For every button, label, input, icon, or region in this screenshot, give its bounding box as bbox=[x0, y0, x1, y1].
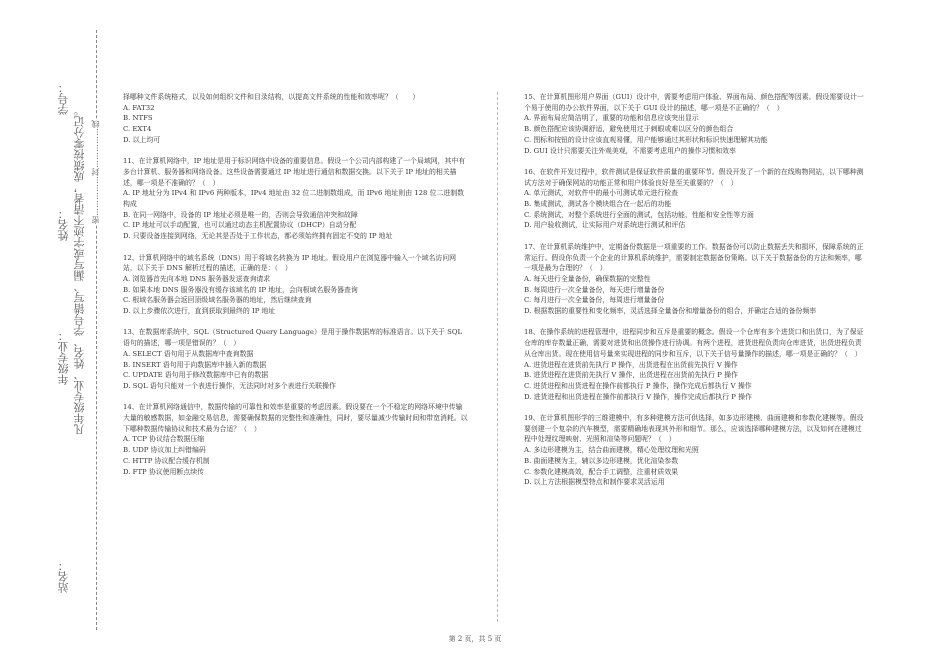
option-c: C. EXT4 bbox=[123, 125, 152, 134]
student-id-label: 学号： bbox=[57, 82, 70, 115]
option-c: C. 图标和按钮的设计应该直观易懂，用户能够通过其形状和标识快速理解其功能 bbox=[524, 135, 768, 144]
right-column bbox=[524, 92, 864, 499]
question-16 bbox=[524, 167, 864, 231]
option-d: D. 以上方法根据模型特点和制作要求灵活运用 bbox=[524, 478, 665, 487]
question-11 bbox=[123, 156, 468, 242]
question-14 bbox=[123, 402, 468, 477]
option-b: B. UDP 协议加上纠错编码 bbox=[123, 446, 206, 455]
option-a: A. 界面布局应简洁明了，重要的功能和信息应该突出显示 bbox=[524, 114, 699, 123]
option-c: C. HTTP 协议配合缓存机制 bbox=[123, 456, 210, 465]
question-stem: 择哪种文件系统格式，以及如何组织文件和目录结构，以提高文件系统的性能和效率呢？（ ） bbox=[123, 93, 420, 101]
question-17 bbox=[524, 242, 864, 317]
page-number-footer: 第 2 页，共 5 页 bbox=[448, 635, 502, 643]
question-12 bbox=[123, 253, 468, 317]
option-b: B. 集成测试，测试各个模块组合在一起后的功能 bbox=[524, 200, 672, 209]
question-stem: 11、在计算机网络中，IP 地址是用于标识网络中设备的重要信息。假设一个公司内部构建了一个局域网，其中有多台计算机、服务器和网络设备。这些设备需要通过 IP 地址进行通信和数据交换。以下关于 IP 地址的相关描述，哪一项是不准确的？（ ） bbox=[123, 157, 466, 187]
option-b: B. 颜色搭配应该协调舒适，避免使用过于刺眼或难以区分的颜色组合 bbox=[524, 125, 734, 134]
option-c: C. 参数化建模高效，配合手工调整，注重材质效果 bbox=[524, 467, 679, 476]
option-a: A. FAT32 bbox=[123, 103, 155, 112]
column-divider bbox=[497, 92, 498, 622]
option-a: A. 每天进行全量备份，确保数据的完整性 bbox=[524, 274, 651, 283]
option-b: B. 如果本地 DNS 服务器没有缓存该域名的 IP 地址，会向根域名服务器查询 bbox=[123, 285, 358, 294]
option-d: D. GUI 设计只需要关注外观美观，不需要考虑用户的操作习惯和效率 bbox=[524, 146, 736, 155]
school-label: 站名： bbox=[57, 560, 70, 593]
seal-line-text: 密……………封……………线 bbox=[91, 120, 100, 224]
option-c: C. 系统测试，对整个系统进行全面的测试，包括功能、性能和安全性等方面 bbox=[524, 210, 754, 219]
option-d: D. 进货进程和出货进程在操作前都执行 V 操作，操作完成后都执行 P 操作 bbox=[524, 392, 752, 401]
option-b: B. 曲面建模为主，辅以多边形建模，优化渲染参数 bbox=[524, 456, 679, 465]
option-a: A. 单元测试，对软件中的最小可测试单元进行检查 bbox=[524, 189, 679, 198]
question-19 bbox=[524, 413, 864, 488]
question-stem: 17、在计算机系统维护中，定期备份数据是一项重要的工作。数据备份可以防止数据丢失和损坏，保障系统的正常运行。假设你负责一个企业的计算机系统维护，需要制定数据备份策略。以下关于数据备份的方法和频率，哪一项是最为合理的？（ ） bbox=[524, 242, 864, 273]
option-d: D. FTP 协议使用断点续传 bbox=[123, 467, 204, 476]
question-stem: 15、在计算机图形用户界面（GUI）设计中，需要考虑用户体验、界面布局、颜色搭配等因素。假设需要设计一个易于使用的办公软件界面，以下关于 GUI 设计的描述，哪一项是不正确的？（ ） bbox=[524, 93, 864, 112]
option-a: A. 进货进程在进货前先执行 P 操作，出货进程在出货前先执行 V 操作 bbox=[524, 360, 738, 369]
question-10 bbox=[123, 92, 468, 146]
option-c: C. 每月进行一次全量备份，每周进行增量备份 bbox=[524, 296, 665, 305]
question-stem: 16、在软件开发过程中，软件测试是保证软件质量的重要环节。假设开发了一个新的在线购物网站，以下哪种测试方法对于确保网站的功能正常和用户体验良好是至关重要的？（ ） bbox=[524, 167, 864, 187]
option-a: A. IP 地址分为 IPv4 和 IPv6 两种版本，IPv4 地址由 32 位二进制数组成，而 IPv6 地址则由 128 位二进制数构成 bbox=[123, 189, 465, 209]
question-stem: 19、在计算机图形学的三维建模中，有多种建模方法可供选择，如多边形建模、曲面建模和参数化建模等。假设要创建一个复杂的汽车模型，需要精确地表现其外形和细节。那么，应该选择哪种建模方法，以及如何在建模过程中处理纹理映射、光照和渲染等问题呢？（ ） bbox=[524, 414, 864, 444]
question-13 bbox=[123, 327, 468, 391]
question-stem: 13、在数据库系统中，SQL（Structured Query Language）是用于操作数据库的标准语言。以下关于 SQL 语句的描述，哪一项是错误的？（ ） bbox=[123, 328, 463, 348]
option-c: C. 进货进程和出货进程在操作前都执行 P 操作，操作完成后都执行 V 操作 bbox=[524, 381, 752, 390]
option-d: D. 用户验收测试，让实际用户对系统进行测试和评估 bbox=[524, 221, 686, 230]
option-b: B. 每周进行一次全量备份，每天进行增量备份 bbox=[524, 285, 665, 294]
option-a: A. SELECT 语句用于从数据库中查询数据 bbox=[123, 349, 254, 358]
question-15 bbox=[524, 92, 864, 156]
option-d: D. 以上步骤依次进行，直到获取到最终的 IP 地址 bbox=[123, 307, 276, 316]
option-b: B. 在同一网络中，设备的 IP 地址必须是唯一的，否则会导致通信冲突和故障 bbox=[123, 210, 358, 219]
option-b: B. 进货进程在进货前先执行 V 操作，出货进程在出货前先执行 P 操作 bbox=[524, 371, 738, 380]
option-d: D. SQL 语句只能对一个表进行操作，无法同时对多个表进行关联操作 bbox=[123, 381, 336, 390]
question-stem: 14、在计算机网络通信中，数据传输的可靠性和效率是重要的考虑因素。假设要在一个不稳定的网络环境中传输大量的敏感数据，如金融交易信息，需要确保数据的完整性和准确性，同时，要尽量减少传输时间和带宽消耗。以下哪种数据传输协议和技术最为合适？（ ） bbox=[123, 403, 468, 433]
question-18 bbox=[524, 327, 864, 402]
option-d: D. 以上均可 bbox=[123, 135, 161, 144]
notice-text: 凡年级专业、姓名、学号错写、漏写或字迹不清者，成绩按零分记。 bbox=[73, 105, 86, 435]
option-d: D. 只要设备连接到网络，无论其是否处于工作状态，都必须始终拥有固定不变的 IP 地址 bbox=[123, 232, 393, 241]
option-d: D. 根据数据的重要性和变化频率，灵活选择全量备份和增量备份的组合，并确定合适的备份频率 bbox=[524, 307, 817, 316]
option-c: C. IP 地址可以手动配置，也可以通过动态主机配置协议（DHCP）自动分配 bbox=[123, 221, 357, 230]
binding-margin bbox=[0, 0, 110, 672]
option-a: A. 多边形建模为主，结合曲面建模，精心处理纹理和光照 bbox=[524, 446, 699, 455]
option-b: B. INSERT 语句用于向数据库中插入新的数据 bbox=[123, 360, 267, 369]
option-c: C. 根域名服务器会返回顶级域名服务器的地址，然后继续查询 bbox=[123, 296, 312, 305]
left-column bbox=[123, 92, 468, 488]
name-label: 姓名： bbox=[57, 208, 70, 241]
option-a: A. TCP 协议结合数据压缩 bbox=[123, 435, 205, 444]
major-label: 年级专业： bbox=[57, 330, 70, 385]
option-b: B. NTFS bbox=[123, 114, 153, 123]
question-stem: 18、在操作系统的进程管理中，进程同步和互斥是重要的概念。假设一个仓库有多个进货口和出货口，为了保证仓库的库存数量正确，需要对进货和出货操作进行协调。有两个进程，进货进程负责向仓库进货，出货进程负责从仓库出货。现在使用信号量来实现进程的同步和互斥，以下关于信号量操作的描述，哪一项是正确的？（ ） bbox=[524, 328, 864, 358]
question-stem: 12、计算机网络中的域名系统（DNS）用于将域名转换为 IP 地址。假设用户在浏览器中输入一个域名访问网站，以下关于 DNS 解析过程的描述，正确的是：（ ） bbox=[123, 253, 457, 273]
option-c: C. UPDATE 语句用于修改数据库中已有的数据 bbox=[123, 371, 269, 380]
option-a: A. 浏览器首先向本地 DNS 服务器发送查询请求 bbox=[123, 274, 271, 283]
